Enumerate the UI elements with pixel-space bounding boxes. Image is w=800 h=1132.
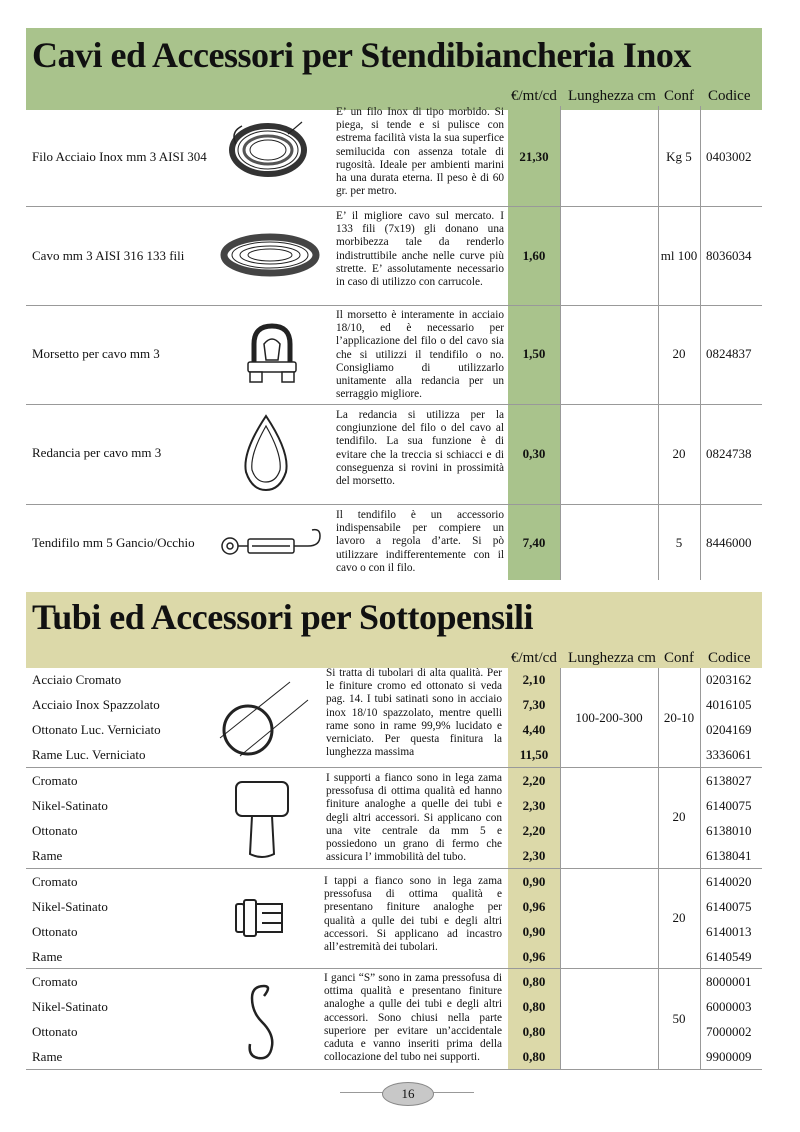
product-code: 0824738 <box>706 446 752 461</box>
s-hook-icon <box>242 982 282 1064</box>
finish-name: Rame Luc. Verniciato <box>32 747 146 762</box>
product-price: 11,50 <box>519 747 549 762</box>
section2-row-separator <box>26 868 762 869</box>
product-conf: 5 <box>675 535 683 550</box>
product-price: 2,20 <box>522 823 546 838</box>
section2-row-separator <box>26 1069 762 1070</box>
finish-name: Cromato <box>32 773 78 788</box>
product-code: 6138041 <box>706 848 752 863</box>
page-number <box>382 1082 434 1106</box>
finish-name: Nikel-Satinato <box>32 999 108 1014</box>
section2-title: Tubi ed Accessori per Sottopensili <box>32 597 534 637</box>
section1-divider <box>560 106 561 580</box>
finish-name: Ottonato <box>32 823 78 838</box>
product-code: 6138027 <box>706 773 752 788</box>
product-code: 6140549 <box>706 949 752 964</box>
wire-clamp-icon <box>242 320 302 386</box>
section1-col-code: Codice <box>708 88 751 104</box>
section1-row-separator <box>26 504 762 505</box>
finish-name: Rame <box>32 1049 63 1064</box>
product-code: 6138010 <box>706 823 752 838</box>
product-price: 2,10 <box>522 672 546 687</box>
product-price: 2,30 <box>522 798 546 813</box>
product-code: 6140075 <box>706 798 752 813</box>
product-description: Si tratta di tubolari di alta qualità. Per le finiture cromo ed ottonato si veda pag. 14. I tubi satinati sono in acciaio inox 18/10 spazzolato, mentre quelli rame sono in rame 99,9% lucidato e verniciato. Per questa finitura la lunghezza massima <box>326 667 502 759</box>
product-price: 1,50 <box>522 346 546 361</box>
product-conf: 50 <box>672 1011 686 1026</box>
product-code: 6140020 <box>706 874 752 889</box>
product-conf: 20 <box>672 446 686 461</box>
section1-row-separator <box>26 206 762 207</box>
product-price: 7,40 <box>522 535 546 550</box>
product-conf: ml 100 <box>660 248 698 263</box>
product-name: Redancia per cavo mm 3 <box>32 445 162 460</box>
product-conf: 20-10 <box>663 710 695 725</box>
product-code: 8036034 <box>706 248 752 263</box>
finish-name: Cromato <box>32 974 78 989</box>
product-description: E’ un filo Inox di tipo morbido. Si piega, si tende e si pulisce con estrema facilità vista la sua superfice semilucida con assenza totale di rugosità. Ideale per ambienti marini ha una durata eterna. Il peso è di 60 gr. per metro. <box>336 106 504 198</box>
product-price: 0,80 <box>522 974 546 989</box>
product-price: 4,40 <box>522 722 546 737</box>
wire-coil-icon <box>228 114 308 184</box>
product-code: 8446000 <box>706 535 752 550</box>
product-description: Il morsetto è interamente in acciaio 18/10, ed è necessario per l’applicazione del filo o del cavo sia che si utilizzi il tendifilo o no. Consigliamo di utilizzarlo unitamente alla redancia per un serraggio migliore. <box>336 309 504 401</box>
product-price: 0,30 <box>522 446 546 461</box>
product-code: 6140013 <box>706 924 752 939</box>
finish-name: Ottonato <box>32 1024 78 1039</box>
section2-divider <box>560 668 561 1070</box>
turnbuckle-icon <box>218 524 324 564</box>
page-number-text: 16 <box>401 1086 415 1101</box>
section1-title: Cavi ed Accessori per Stendibiancheria Inox <box>32 35 691 75</box>
finish-name: Ottonato <box>32 924 78 939</box>
section1-col-length: Lunghezza cm <box>568 88 656 104</box>
end-cap-icon <box>234 898 290 938</box>
product-price: 0,80 <box>522 1024 546 1039</box>
product-description: I tappi a fianco sono in lega zama pressofusa di ottima qualità e presentano finiture analoghe per qualità a qulle dei tubi e degli altri accessori. Si applicano ad incastro all’estremità dei tubolari. <box>324 875 502 954</box>
section1-divider <box>658 106 659 580</box>
product-code: 9900009 <box>706 1049 752 1064</box>
side-support-icon <box>232 778 292 860</box>
product-name: Filo Acciaio Inox mm 3 AISI 304 <box>32 149 207 164</box>
product-price: 0,90 <box>522 924 546 939</box>
product-description: I supporti a fianco sono in lega zama pressofusa di ottima qualità ed hanno finiture analoghe a quelle dei tubi e degli altri accessori. Si applicano con una vite centrale da mm 5 e possiedono un grano di fermo che assicura l’ immobilità del tubo. <box>326 772 502 864</box>
finish-name: Rame <box>32 848 63 863</box>
product-price: 21,30 <box>519 149 549 164</box>
product-conf: 20 <box>672 910 686 925</box>
section1-row-separator <box>26 305 762 306</box>
product-price: 0,80 <box>522 1049 546 1064</box>
section2-divider <box>658 668 659 1070</box>
product-price: 0,80 <box>522 999 546 1014</box>
product-name: Morsetto per cavo mm 3 <box>32 346 160 361</box>
section2-row-separator <box>26 968 762 969</box>
section1-col-conf: Conf <box>664 88 694 104</box>
product-conf: 20 <box>672 346 686 361</box>
product-description: Il tendifilo è un accessorio indispensabile per compiere un lavoro a regola d’arte. Si pò utilizzare indifferentemente con il cavo o con il filo. <box>336 509 504 574</box>
product-price: 2,30 <box>522 848 546 863</box>
product-price: 2,20 <box>522 773 546 788</box>
finish-name: Nikel-Satinato <box>32 798 108 813</box>
product-name: Tendifilo mm 5 Gancio/Occhio <box>32 535 195 550</box>
section2-col-price: €/mt/cd <box>511 650 557 666</box>
product-code: 0403002 <box>706 149 752 164</box>
product-conf: 20 <box>672 809 686 824</box>
product-length: 100-200-300 <box>575 710 643 725</box>
section1-col-price: €/mt/cd <box>511 88 557 104</box>
section1-divider <box>700 106 701 580</box>
product-name: Cavo mm 3 AISI 316 133 fili <box>32 248 185 263</box>
product-code: 8000001 <box>706 974 752 989</box>
product-code: 0204169 <box>706 722 752 737</box>
tube-section-icon <box>212 680 312 760</box>
product-code: 6000003 <box>706 999 752 1014</box>
section2-col-length: Lunghezza cm <box>568 650 656 666</box>
finish-name: Ottonato Luc. Verniciato <box>32 722 161 737</box>
section1-price-column <box>508 106 560 580</box>
section2-col-code: Codice <box>708 650 751 666</box>
product-description: E’ il migliore cavo sul mercato. I 133 fili (7x19) gli donano una morbibezza tale da renderlo indistruttibile anche nelle curve più strette. E’ assolutamente necessario in caso di utilizzo con carrucole. <box>336 210 504 289</box>
finish-name: Nikel-Satinato <box>32 899 108 914</box>
finish-name: Cromato <box>32 874 78 889</box>
product-code: 0203162 <box>706 672 752 687</box>
section2-divider <box>700 668 701 1070</box>
finish-name: Acciaio Inox Spazzolato <box>32 697 160 712</box>
section2-row-separator <box>26 767 762 768</box>
cable-roll-icon <box>220 232 320 278</box>
product-code: 6140075 <box>706 899 752 914</box>
product-price: 0,96 <box>522 949 546 964</box>
product-code: 4016105 <box>706 697 752 712</box>
product-description: La redancia si utilizza per la congiunzione del filo o del cavo al tendifilo. La sua funzione è di evitare che la treccia si schiacci e di conseguenza si rovini in prossimità del morsetto. <box>336 409 504 488</box>
product-conf: Kg 5 <box>666 149 692 164</box>
product-code: 7000002 <box>706 1024 752 1039</box>
product-code: 0824837 <box>706 346 752 361</box>
product-price: 0,90 <box>522 874 546 889</box>
section1-row-separator <box>26 404 762 405</box>
product-code: 3336061 <box>706 747 752 762</box>
product-price: 1,60 <box>522 248 546 263</box>
thimble-icon <box>238 412 294 494</box>
finish-name: Acciaio Cromato <box>32 672 122 687</box>
finish-name: Rame <box>32 949 63 964</box>
product-description: I ganci “S” sono in zama pressofusa di ottima qualità e presentano finiture analoghe a qulle dei tubi e degli altri accessori. Sono chiusi nella parte superiore per evitare un’accidentale caduta e vanno inseriti prima della collocazione del tubo nei supporti. <box>324 972 502 1064</box>
product-price: 7,30 <box>522 697 546 712</box>
product-price: 0,96 <box>522 899 546 914</box>
section2-col-conf: Conf <box>664 650 694 666</box>
